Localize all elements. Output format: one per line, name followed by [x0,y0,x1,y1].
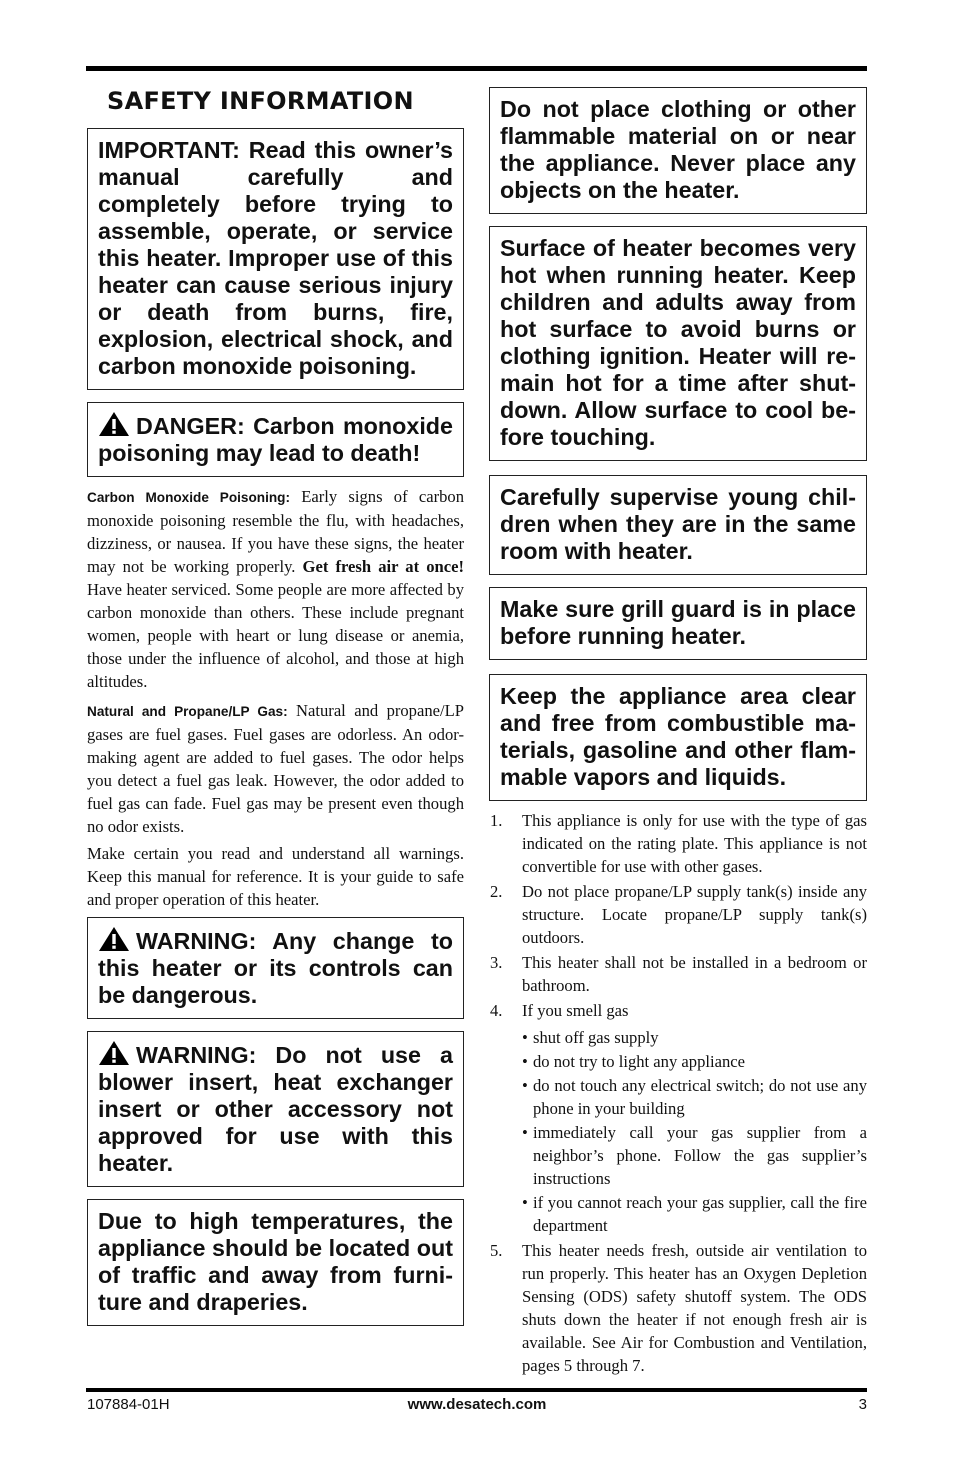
warning-changes-text: WARNING: Any change to this heater or its controls can be dangerous. [98,928,453,1008]
list-item: 1. This appliance is only for use with the type of gas indicated on the rating plate. This appliance is not convertible for use with other gases. [490,811,867,876]
list-item: • do not touch any electrical switch; do not use any phone in your building [522,1074,867,1120]
important-notice-box [87,128,464,390]
hot-surface-box [489,226,867,461]
right-column [489,87,867,1379]
website-url: www.desatech.com [407,1396,547,1413]
left-column [87,80,464,1326]
grill-guard-text: Make sure grill guard is in place before running heater. [500,596,856,649]
danger-box [87,402,464,477]
part-number: 107884-01H [87,1396,170,1413]
co-poisoning-heading: Carbon Monoxide Poisoning: [87,490,290,505]
important-notice-text: IMPORTANT: Read this owner’s manual carefully and completely before trying to assemble, operate, or service this heater. Improper use of this heater can cause serious injury or death from burns, fire, explosion, electrical shock, and carbon monoxide poisoning. [98,137,453,379]
smell-gas-steps [522,1026,867,1237]
list-item: 4. If you smell gas • shut off gas supply • do not try to light any appliance • do not touch any electrical switch; do not use any phone in your building • immediately call your gas supplier from a neighbor’s phone. Follow the gas supplier’s instructions • if you cannot reach your gas supplier, call the fire department [489,999,867,1237]
list-item: • if you cannot reach your gas supplier, call the fire department [522,1191,867,1237]
warning-triangle-icon [98,926,130,952]
list-item: 5. This heater needs fresh, outside air ventilation to run properly. This heater has an Oxygen Depletion Sensing (ODS) safety shutoff system. The ODS shuts down the heater if not enough fresh air is available. See Air for Combustion and Ventilation, pages 5 through 7. [490,1241,867,1375]
safety-rules-list [489,809,867,1377]
warning-box-changes [87,917,464,1019]
warning-triangle-icon [98,1040,130,1066]
keep-area-clear-text: Keep the appliance area clear and free from combustible materials, gasoline and other flammable vapors and liquids. [500,683,856,790]
fuel-gas-heading: Natural and Propane/LP Gas: [87,704,288,719]
warning-box-accessory [87,1031,464,1187]
page-number: 3 [858,1396,867,1413]
clothing-box [489,87,867,214]
hot-surface-text: Surface of heater becomes very hot when running heater. Keep children and adults away from hot surface to avoid burns or clothing ignition. Heater will remain hot for a time after shutdown. Allow surface to cool before touching. [500,235,856,450]
high-temperature-text: Due to high temperatures, the appliance should be located out of traffic and away from furniture and draperies. [98,1208,453,1315]
bottom-rule [86,1388,867,1392]
warning-triangle-icon [98,411,130,437]
list-item: 3. This heater shall not be installed in a bedroom or bathroom. [490,953,867,995]
high-temperature-box [87,1199,464,1326]
list-item: • immediately call your gas supplier from a neighbor’s phone. Follow the gas supplier’s instructions [522,1121,867,1190]
fuel-gas-paragraph: Natural and Propane/LP Gas: Natural and propane/LP gases are fuel gases. Fuel gases are odorless. An odor-making agent are added to fuel gases. The odor helps you detect a fuel gas leak. However, the odor added to fuel gas can fade. Fuel gas may be present even though no odor exists. [87,701,464,836]
supervise-children-box [489,475,867,575]
keep-area-clear-box [489,674,867,801]
clothing-text: Do not place clothing or other flammable material on or near the appliance. Never place any objects on the heater. [500,96,856,203]
danger-text: DANGER: Carbon monoxide poisoning may lead to death! [98,413,453,466]
read-manual-paragraph: Make certain you read and understand all warnings. Keep this manual for reference. It is your guide to safe and proper operation of this heater. [87,844,464,909]
list-item: • shut off gas supply [522,1026,867,1049]
list-item: 2. Do not place propane/LP supply tank(s) inside any structure. Locate propane/LP supply tank(s) outdoors. [490,882,867,947]
supervise-children-text: Carefully supervise young children when they are in the same room with heater. [500,484,856,564]
grill-guard-box [489,587,867,660]
section-title: SAFETY INFORMATION [107,87,414,115]
top-rule [86,66,867,71]
fresh-air-emphasis: Get fresh air at once! [302,557,464,576]
warning-accessory-text: WARNING: Do not use a blower insert, heat exchanger insert or other accessory not approved for use with this heater. [98,1042,453,1176]
list-item: • do not try to light any appliance [522,1050,867,1073]
co-poisoning-paragraph: Carbon Monoxide Poisoning: Early signs of carbon monoxide poisoning resemble the flu, with headaches, dizziness, or nausea. If you have these signs, the heater may not be working properly. Get fresh air at once! Have heater serviced. Some people are more affected by carbon monoxide than others. These include pregnant women, people with heart or lung disease or anemia, those under the influence of alcohol, and those at high altitudes. [87,487,465,691]
